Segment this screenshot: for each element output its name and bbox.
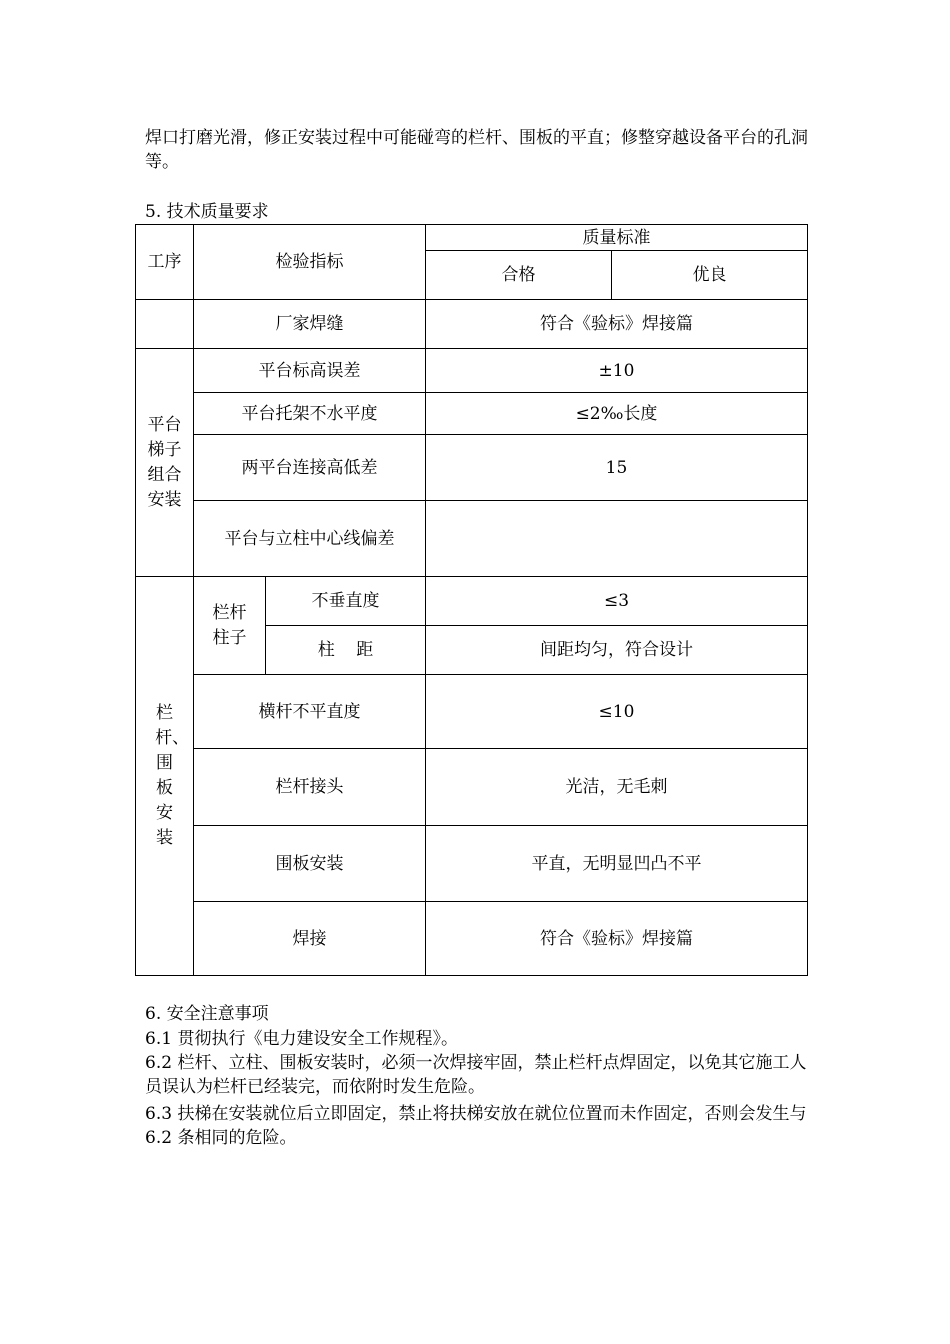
header-quality-standard: 质量标准 [426, 225, 808, 251]
process-platform: 平台梯子组合安装 [136, 349, 194, 577]
table-row [136, 349, 808, 393]
indicator-cell: 两平台连接高低差 [194, 435, 426, 501]
standard-cell: 符合《验标》焊接篇 [426, 902, 808, 976]
intro-paragraph: 焊口打磨光滑，修正安装过程中可能碰弯的栏杆、围板的平直；修整穿越设备平台的孔洞等。 [145, 128, 808, 172]
table-row [136, 300, 808, 349]
indicator-cell: 围板安装 [194, 826, 426, 902]
sub-group-railing-post: 栏杆柱子 [194, 577, 266, 675]
process-railing: 栏杆、围板安装 [136, 577, 194, 976]
section-5-heading: 5. 技术质量要求 [145, 202, 269, 222]
indicator-cell: 厂家焊缝 [194, 300, 426, 349]
header-process: 工序 [136, 225, 194, 300]
indicator-cell: 不垂直度 [266, 577, 426, 626]
table-row [136, 435, 808, 501]
indicator-cell: 平台标高误差 [194, 349, 426, 393]
standard-cell: 间距均匀，符合设计 [426, 626, 808, 675]
indicator-cell: 平台托架不水平度 [194, 393, 426, 435]
standard-cell: ≤3 [426, 577, 808, 626]
header-indicator: 检验指标 [194, 225, 426, 300]
safety-item-6-2: 6.2 栏杆、立柱、围板安装时，必须一次焊接牢固，禁止栏杆点焊固定，以免其它施工人员误认为栏杆已经装完，而依附时发生危险。 [145, 1053, 807, 1097]
table-row [136, 501, 808, 577]
table-row [136, 749, 808, 826]
section-6-heading: 6. 安全注意事项 [145, 1004, 269, 1024]
safety-item-6-1: 6.1 贯彻执行《电力建设安全工作规程》。 [145, 1029, 458, 1049]
process-cell-empty [136, 300, 194, 349]
standard-cell: ±10 [426, 349, 808, 393]
table-row [136, 675, 808, 749]
header-excellent: 优良 [612, 251, 808, 300]
standard-cell: 平直，无明显凹凸不平 [426, 826, 808, 902]
standard-cell [426, 501, 808, 577]
standard-cell: 15 [426, 435, 808, 501]
table-row [136, 826, 808, 902]
standard-cell: 光洁，无毛刺 [426, 749, 808, 826]
standard-cell: ≤2‰长度 [426, 393, 808, 435]
indicator-cell: 焊接 [194, 902, 426, 976]
indicator-cell: 栏杆接头 [194, 749, 426, 826]
indicator-cell: 平台与立柱中心线偏差 [194, 501, 426, 577]
table-row [136, 902, 808, 976]
safety-item-6-3: 6.3 扶梯在安装就位后立即固定，禁止将扶梯安放在就位位置而未作固定，否则会发生与 6.2 条相同的危险。 [145, 1104, 807, 1148]
table-row [136, 393, 808, 435]
indicator-cell: 横杆不平直度 [194, 675, 426, 749]
standard-cell: ≤10 [426, 675, 808, 749]
header-pass: 合格 [426, 251, 612, 300]
standard-cell: 符合《验标》焊接篇 [426, 300, 808, 349]
table-row [136, 577, 808, 626]
indicator-cell: 柱 距 [266, 626, 426, 675]
quality-requirements-table [135, 224, 808, 976]
